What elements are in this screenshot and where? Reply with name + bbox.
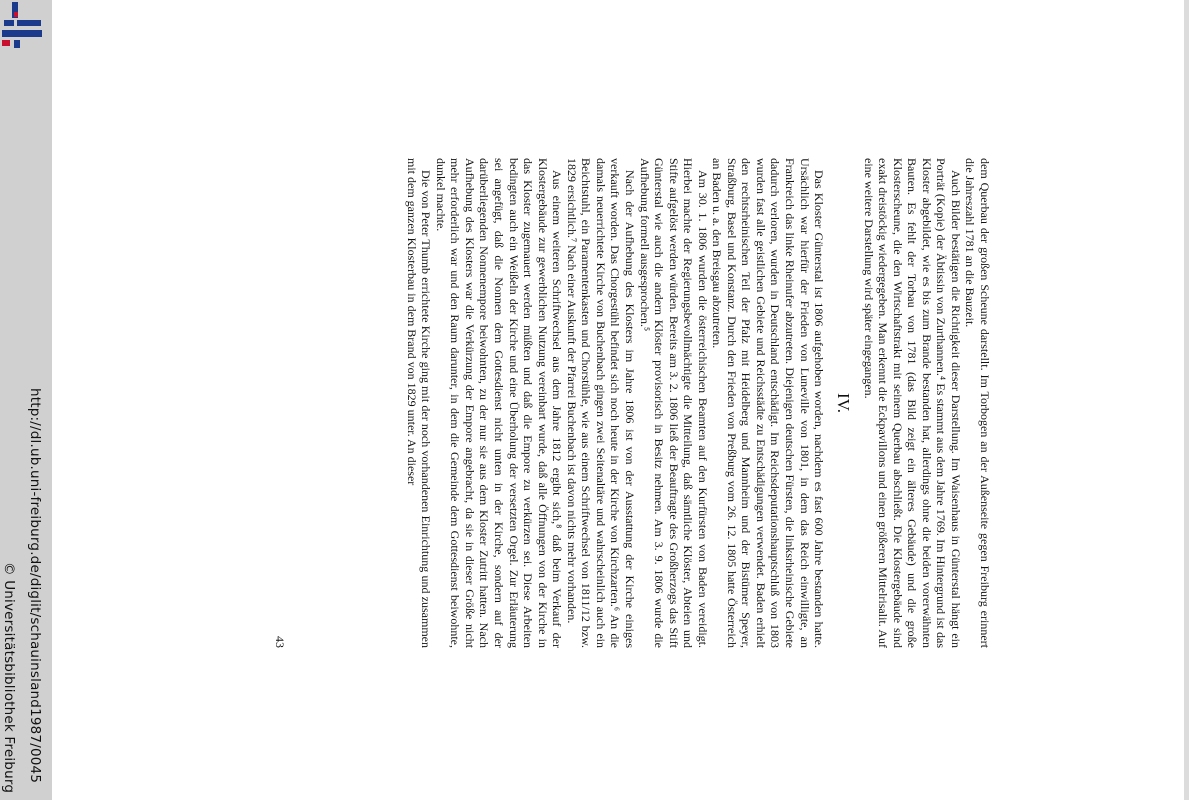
page-number: 43 — [272, 636, 287, 648]
bottom-paragraphs — [404, 158, 826, 648]
paragraph: Nach der Aufhebung des Klosters im Jahre 1806 ist von der Ausstattung der Kirche einiges verkauft worden. Das Chorgestühl befindet sich noch heute in der Kirche von Kirchzarten.⁶ An die damals neuerrichtete Kirche von Buchenbach gingen zwei Seitenaltäre und wahrscheinlich auch ein Beichtstuhl, ein Paramentenkasten und Chorstühle, wie aus einem Schriftwechsel von 1811/12 bzw. 1829 ersichtlich.⁷ Nach einer Auskunft der Pfarrei Buchenbach ist davon nichts mehr vorhanden. — [564, 158, 637, 648]
ub-freiburg-logo-icon — [0, 0, 52, 60]
paragraph: Am 30. 1. 1806 wurden die österreichischen Beamten auf den Kurfürsten von Baden vereidigt. Hierbei machte der Regierungsbevollmächtigte die Mitteilung, daß sämtliche Klöster, Abteien und Stifte aufgelöst werden würden. Bereits am 3. 2. 1806 ließ der Beauftragte des Großherzogs das Stift Günterstal wie auch die andern Klöster provisorisch in Besitz nehmen. Am 3. 9. 1806 wurde die Aufhebung formell ausgesprochen.⁵ — [637, 158, 710, 648]
paragraph: Aus einem weiteren Schriftwechsel aus dem Jahre 1812 ergibt sich,⁸ daß beim Verkauf der Klostergebäude zur gewerblichen Nutzung vereinbart wurde, daß alle Öffnungen von der Kirche in das Kloster zugemauert werden müßten und daß die Empore zu verkürzen sei. Diese Arbeiten bedingten auch ein Weißeln der Kirche und eine Überholung der versetzten Orgel. Zur Erläuterung sei angefügt, daß die Nonnen dem Gottesdienst nicht unten in der Kirche, sondern auf der darüberliegenden Nonnenempore beiwohnten, zu der nur sie aus dem Kloster Zutritt hatten. Nach Aufhebung des Klosters war die Verkürzung der Empore angebracht, da sie in dieser Größe nicht mehr erforderlich war und den Raum darunter, in dem die Gemeinde dem Gottesdienst beiwohnte, dunkel machte. — [433, 158, 565, 648]
top-paragraphs — [861, 158, 992, 648]
paragraph: Auch Bilder bestätigen die Richtigkeit dieser Darstellung. Im Waisenhaus in Günterstal hängt ein Porträt (Kopie) der Äbtissin von Zurthannen.⁴ Es stammt aus dem Jahre 1769. Im Hintergrund ist das Kloster abgebildet, wie es bis zum Brande bestanden hat, allerdings ohne die beiden vorerwähnten Bauten. Es fehlt der Torbau von 1781 (das Bild zeigt ein älteres Gebäude) und die große Klosterscheune, die den Wirtschaftstrakt mit seinem Querbau abschließt. Die Klostergebäude sind exakt dreistöckig wiedergegeben. Man erkennt die Eckpavillons und einen größeren Mittelrisalit. Auf eine weitere Darstellung wird später eingegangen. — [861, 158, 963, 648]
copyright-notice: © Universitätsbibliothek Freiburg — [1, 562, 17, 794]
paragraph: Die von Peter Thumb errichtete Kirche ging mit der noch vorhandenen Einrichtung und zusammen mit dem ganzen Klosterbau in dem Brand von 1829 unter. An dieser — [404, 158, 434, 648]
viewer-sidebar — [0, 0, 52, 800]
paragraph: dem Querbau der großen Scheune darstellt. Im Torbogen an der Außenseite gegen Freiburg erinnert die Jahreszahl 1781 an die Bauzeit. — [963, 158, 992, 648]
paragraph: Das Kloster Günterstal ist 1806 aufgehoben worden, nachdem es fast 600 Jahre bestanden hatte. Ursächlich war hierfür der Frieden von Luneville von 1801, in dem das Reich einwilligte, an Frankreich das linke Rheinufer abzutreten. Diejenigen deutschen Fürsten, die linksrheinische Gebiete dadurch verloren, wurden in Deutschland entschädigt. Im Reichsdeputationshauptschluß von 1803 wurden fast alle geistlichen Gebiete und Reichsstädte zu Entschädigungen verwendet. Baden erhielt den rechtsrheinischen Teil der Pfalz mit Heidelberg und Mannheim und der Bistümer Speyer, Straßburg, Basel und Konstanz. Durch den Frieden von Preßburg vom 26. 12. 1805 hatte Österreich an Baden u. a. den Breisgau abzutreten. — [710, 158, 827, 648]
scanned-page — [272, 158, 992, 648]
section-heading: IV. — [834, 393, 854, 413]
page-edge — [1184, 0, 1189, 800]
source-url[interactable]: http://dl.ub.uni-freiburg.de/diglit/schauinsland1987/0045 — [27, 388, 43, 784]
